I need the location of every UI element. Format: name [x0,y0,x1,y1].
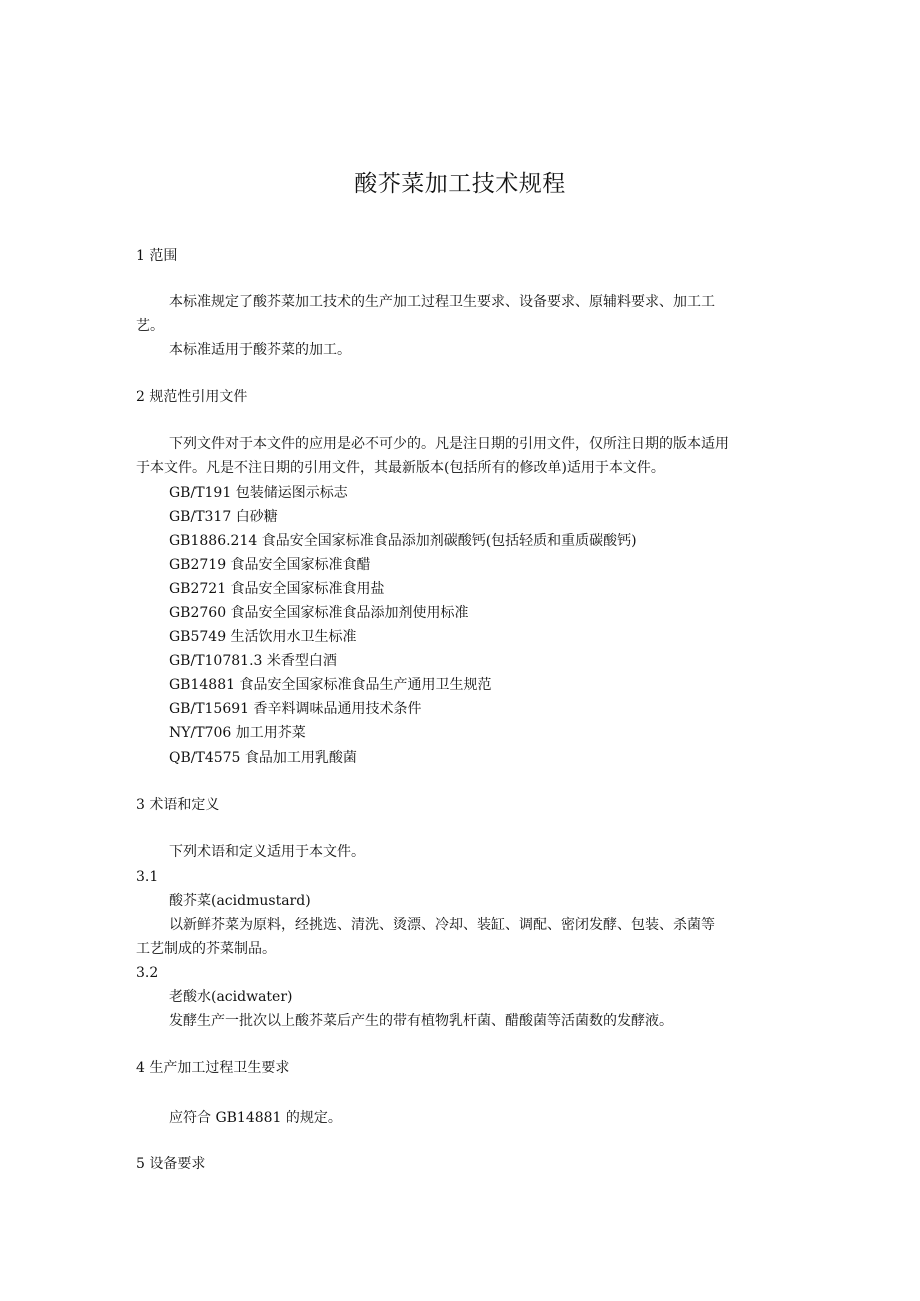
reference-item: GB/T10781.3 米香型白酒 [169,653,337,669]
reference-item: GB/T191 包装储运图示标志 [169,485,348,501]
document-title: 酸芥菜加工技术规程 [354,171,566,197]
reference-item: GB2719 食品安全国家标准食醋 [169,557,371,573]
section-2-intro-line-2: 于本文件。凡是不注日期的引用文件，其最新版本(包括所有的修改单)适用于本文件。 [136,460,665,476]
term-3-1-definition-line-1: 以新鲜芥菜为原料，经挑选、清洗、烫漂、冷却、装缸、调配、密闭发酵、包装、杀菌等 [169,917,715,933]
reference-item: GB/T15691 香辛料调味品通用技术条件 [169,701,422,717]
reference-item: GB14881 食品安全国家标准食品生产通用卫生规范 [169,677,492,693]
term-3-2-definition-line-1: 发酵生产一批次以上酸芥菜后产生的带有植物乳杆菌、醋酸菌等活菌数的发酵液。 [169,1013,673,1029]
term-3-2-number: 3.2 [136,965,159,981]
section-1-paragraph-1-line-1: 本标准规定了酸芥菜加工技术的生产加工过程卫生要求、设备要求、原辅料要求、加工工 [169,294,715,310]
section-3-heading: 3 术语和定义 [136,797,220,813]
section-2-intro-line-1: 下列文件对于本文件的应用是必不可少的。凡是注日期的引用文件，仅所注日期的版本适用 [169,436,729,452]
section-1-paragraph-2: 本标准适用于酸芥菜的加工。 [169,342,351,358]
reference-item: GB/T317 白砂糖 [169,509,278,525]
section-2-heading: 2 规范性引用文件 [136,389,248,405]
reference-item: QB/T4575 食品加工用乳酸菌 [169,750,357,766]
term-3-2-name: 老酸水(acidwater) [169,989,293,1005]
section-5-heading: 5 设备要求 [136,1156,206,1172]
section-4-text: 应符合 GB14881 的规定。 [169,1110,342,1126]
section-3-intro: 下列术语和定义适用于本文件。 [169,844,365,860]
section-4-heading: 4 生产加工过程卫生要求 [136,1060,290,1076]
reference-item: GB2721 食品安全国家标准食用盐 [169,581,385,597]
reference-item: GB2760 食品安全国家标准食品添加剂使用标准 [169,605,469,621]
section-1-heading: 1 范围 [136,248,178,264]
section-1-paragraph-1-line-2: 艺。 [136,318,164,334]
reference-item: GB1886.214 食品安全国家标准食品添加剂碳酸钙(包括轻质和重质碳酸钙) [169,533,637,549]
term-3-1-name: 酸芥菜(acidmustard) [169,893,311,909]
term-3-1-definition-line-2: 工艺制成的芥菜制品。 [136,941,276,957]
term-3-1-number: 3.1 [136,869,159,885]
reference-item: GB5749 生活饮用水卫生标准 [169,629,357,645]
reference-item: NY/T706 加工用芥菜 [169,725,306,741]
